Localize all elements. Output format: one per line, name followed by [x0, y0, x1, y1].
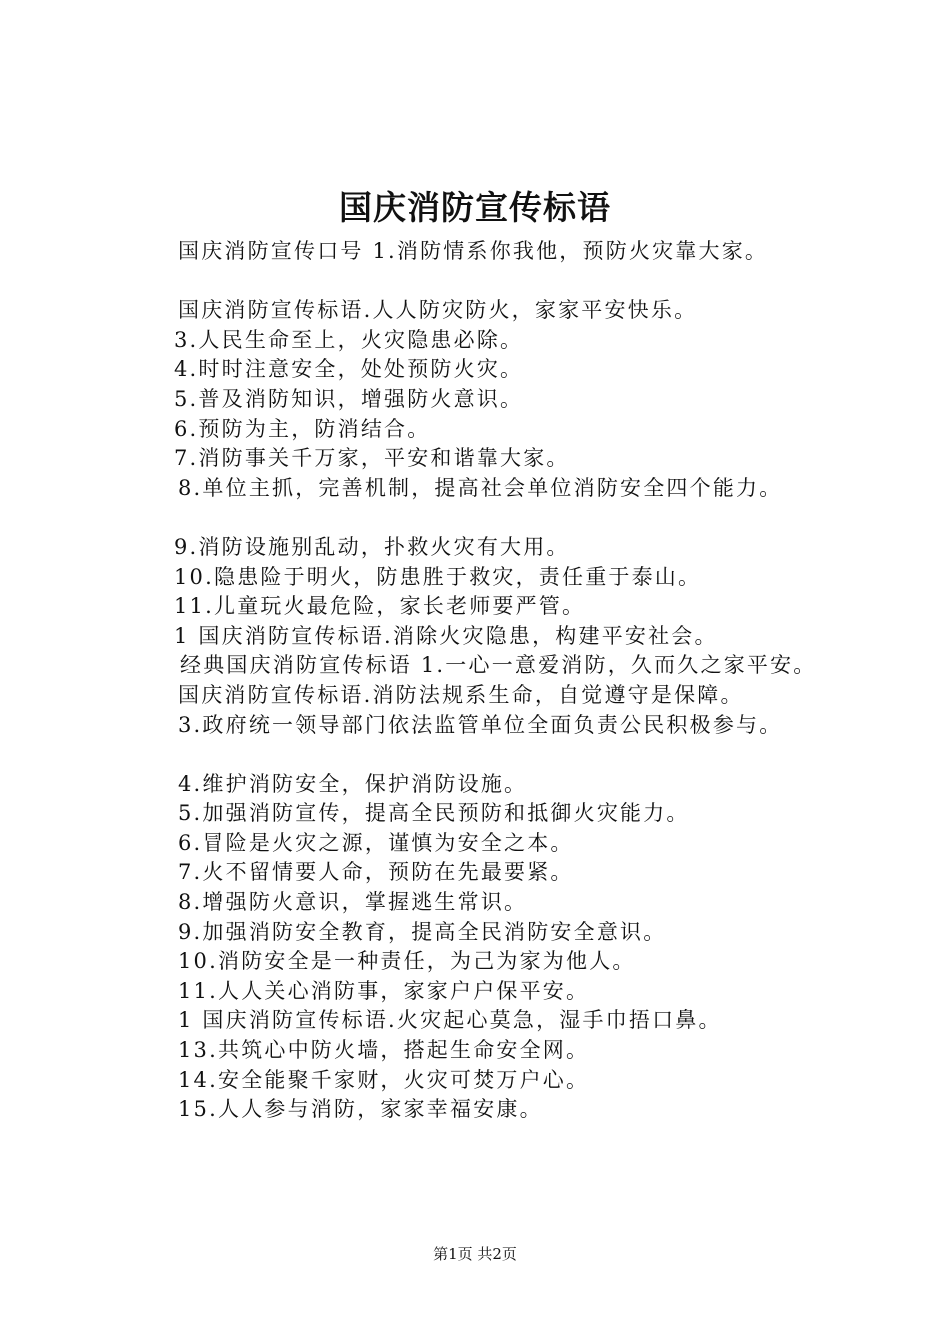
text-line: 7.消防事关千万家，平安和谐靠大家。 — [174, 446, 570, 471]
text-line: 1 国庆消防宣传标语.火灾起心莫急，湿手巾捂口鼻。 — [178, 1008, 722, 1033]
text-line: 4.时时注意安全，处处预防火灾。 — [174, 357, 524, 382]
text-line: 13.共筑心中防火墙，搭起生命安全网。 — [178, 1038, 590, 1063]
blank-line — [130, 740, 850, 770]
blank-line — [130, 503, 850, 533]
text-line: 4.维护消防安全，保护消防设施。 — [178, 771, 528, 796]
text-line: 5.加强消防宣传，提高全民预防和抵御火灾能力。 — [178, 801, 690, 826]
document-body — [130, 237, 850, 1125]
text-line: 经典国庆消防宣传标语 1.一心一意爱消防，久而久之家平安。 — [180, 653, 817, 678]
text-line: 11.人人关心消防事，家家户户保平安。 — [178, 978, 590, 1003]
text-line: 国庆消防宣传标语.人人防灾防火，家家平安快乐。 — [178, 298, 698, 323]
text-line: 11.儿童玩火最危险，家长老师要严管。 — [174, 594, 586, 619]
text-line: 3.政府统一领导部门依法监管单位全面负责公民积极参与。 — [178, 712, 783, 737]
text-line: 10.消防安全是一种责任，为己为家为他人。 — [178, 949, 636, 974]
text-line: 7.火不留情要人命，预防在先最要紧。 — [178, 860, 574, 885]
text-line: 5.普及消防知识，增强防火意识。 — [174, 386, 524, 411]
text-line: 8.增强防火意识，掌握逃生常识。 — [178, 890, 528, 915]
page-title: 国庆消防宣传标语 — [339, 188, 611, 227]
blank-line — [130, 267, 850, 297]
page-footer: 第1页 共2页 — [433, 1245, 517, 1263]
text-line: 1 国庆消防宣传标语.消除火灾隐患，构建平安社会。 — [174, 623, 718, 648]
text-line: 6.预防为主，防消结合。 — [174, 416, 431, 441]
text-line: 14.安全能聚千家财，火灾可焚万户心。 — [178, 1067, 590, 1092]
text-line: 9.加强消防安全教育，提高全民消防安全意识。 — [178, 919, 667, 944]
text-line: 9.消防设施别乱动，扑救火灾有大用。 — [174, 534, 570, 559]
text-line: 15.人人参与消防，家家幸福安康。 — [178, 1097, 543, 1122]
text-line: 国庆消防宣传口号 1.消防情系你我他，预防火灾靠大家。 — [178, 239, 769, 263]
text-line: 10.隐患险于明火，防患胜于救灾，责任重于泰山。 — [174, 564, 702, 589]
text-line: 3.人民生命至上，火灾隐患必除。 — [174, 327, 524, 352]
text-line: 6.冒险是火灾之源，谨慎为安全之本。 — [178, 830, 574, 855]
text-line: 8.单位主抓，完善机制，提高社会单位消防安全四个能力。 — [178, 475, 783, 500]
text-line: 国庆消防宣传标语.消防法规系生命，自觉遵守是保障。 — [178, 682, 744, 707]
